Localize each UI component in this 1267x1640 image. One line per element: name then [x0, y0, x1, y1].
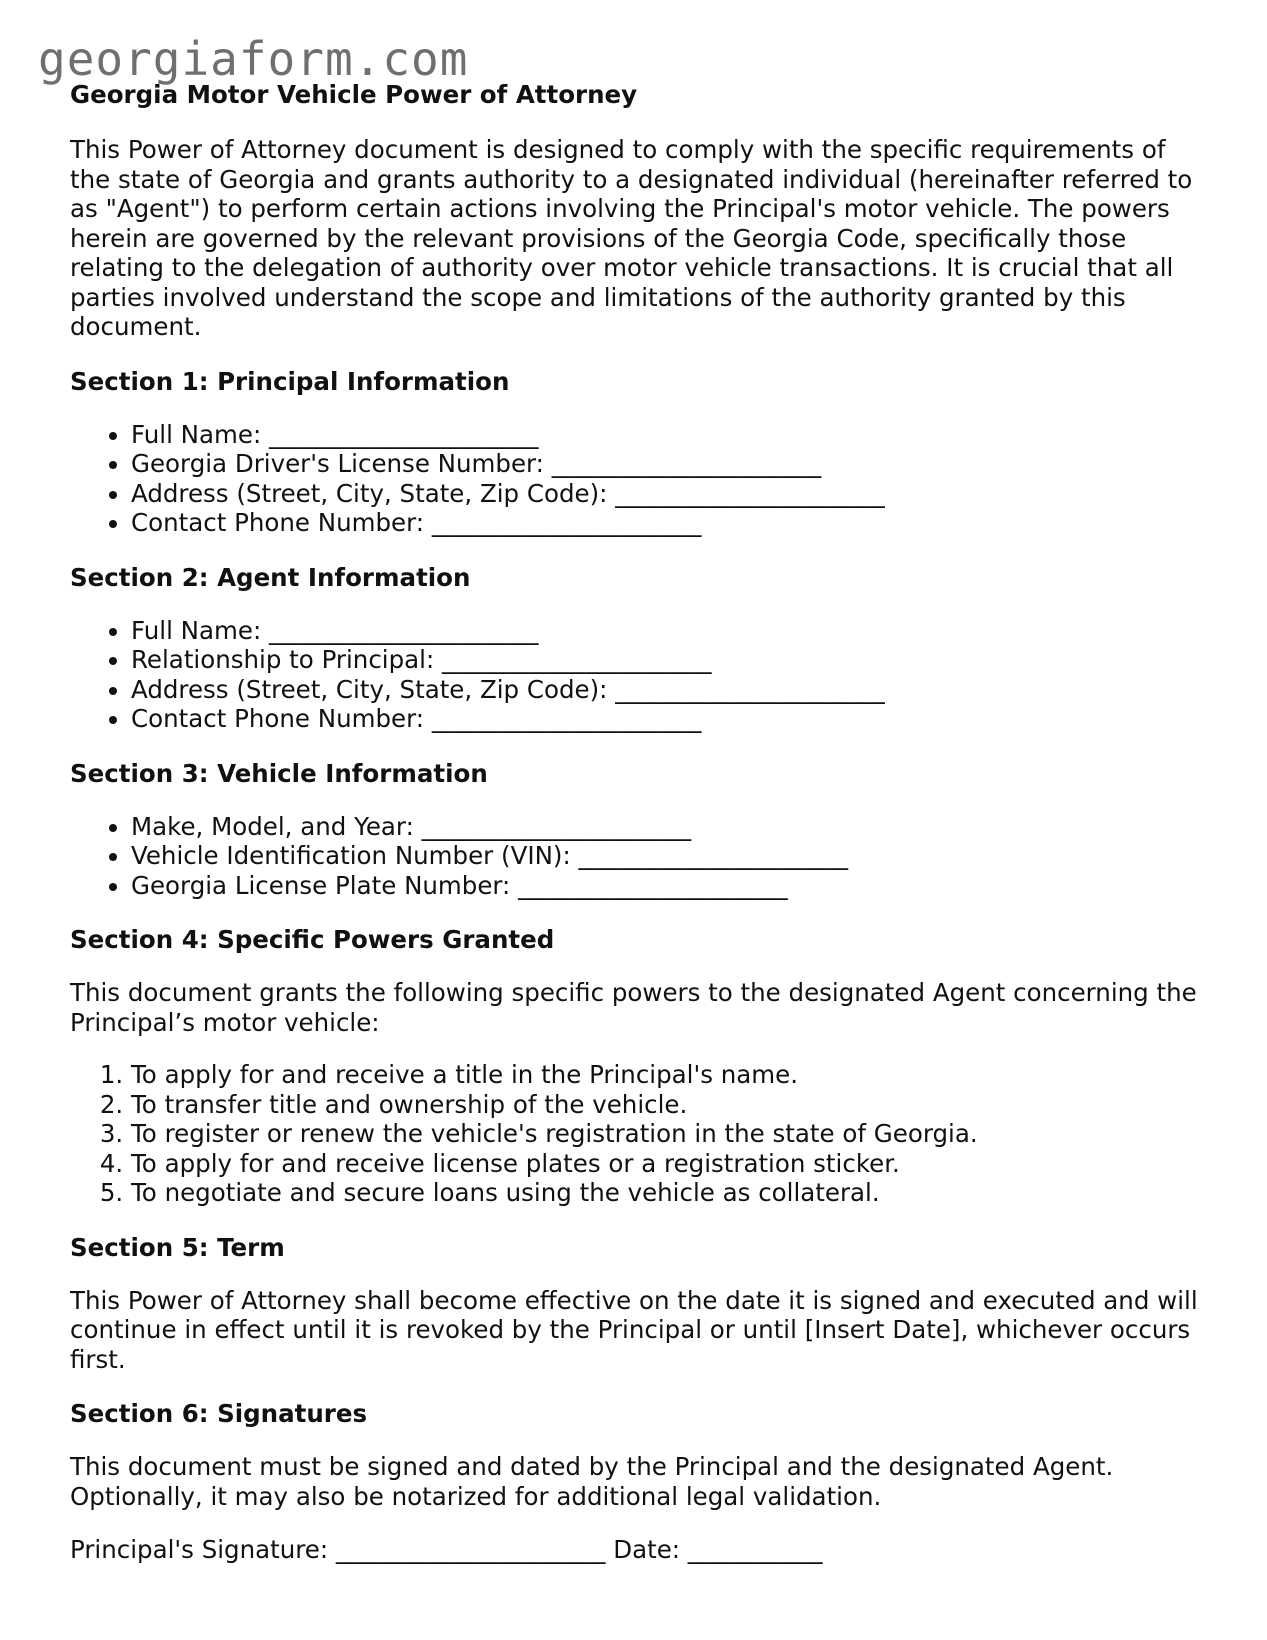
section-5-heading: Section 5: Term — [70, 1232, 285, 1262]
list-item: 2. To transfer title and ownership of the vehicle. — [131, 1090, 1200, 1120]
section-2-heading: Section 2: Agent Information — [70, 562, 471, 592]
list-item: 3. To register or renew the vehicle's registration in the state of Georgia. — [131, 1119, 1200, 1149]
section-6-heading: Section 6: Signatures — [70, 1399, 368, 1428]
list-item: • Address (Street, City, State, Zip Code): ______________________ — [131, 675, 1200, 705]
list-item: 5. To negotiate and secure loans using the vehicle as collateral. — [131, 1178, 1200, 1208]
section-2-list — [70, 616, 1200, 734]
section-4-text: This document grants the following specific powers to the designated Agent concerning the Principal’s motor vehicle: — [70, 978, 1197, 1037]
list-item: • Make, Model, and Year: ______________________ — [131, 812, 1200, 842]
section-5-text: This Power of Attorney shall become effective on the date it is signed and executed and will continue in effect until it is revoked by the Principal or until [Insert Date], whichever occurs first. — [70, 1285, 1198, 1374]
list-item: • Georgia License Plate Number: ______________________ — [131, 871, 1200, 901]
list-item: • Vehicle Identification Number (VIN): ______________________ — [131, 841, 1200, 871]
list-item: • Georgia Driver's License Number: ______________________ — [131, 449, 1200, 479]
section-3-list — [70, 812, 1200, 901]
section-3-heading: Section 3: Vehicle Information — [70, 758, 488, 788]
section-6-text: This document must be signed and dated by the Principal and the designated Agent. Optionally, it may also be notarized for additional legal validation. — [70, 1452, 1114, 1511]
watermark-logo: georgiaform.com — [38, 32, 469, 86]
list-item: • Address (Street, City, State, Zip Code): ______________________ — [131, 479, 1200, 509]
list-item: • Full Name: ______________________ — [131, 616, 1200, 646]
document-title: Georgia Motor Vehicle Power of Attorney — [70, 80, 638, 109]
list-item: • Full Name: ______________________ — [131, 420, 1200, 450]
list-item: • Contact Phone Number: ______________________ — [131, 508, 1200, 538]
list-item: • Contact Phone Number: ______________________ — [131, 704, 1200, 734]
document-body — [70, 80, 1200, 1565]
section-4-list — [70, 1060, 1200, 1208]
principal-signature-line: Principal's Signature: ______________________ Date: ___________ — [70, 1535, 823, 1564]
list-item: 4. To apply for and receive license plates or a registration sticker. — [131, 1149, 1200, 1179]
list-item: • Relationship to Principal: ______________________ — [131, 645, 1200, 675]
section-4-heading: Section 4: Specific Powers Granted — [70, 925, 555, 954]
intro-paragraph: This Power of Attorney document is designed to comply with the specific requirements of the state of Georgia and grants authority to a designated individual (hereinafter referred to as "Agent") to perform certain actions involving the Principal's motor vehicle. The powers herein are governed by the relevant provisions of the Georgia Code, specifically those relating to the delegation of authority over motor vehicle transactions. It is crucial that all parties involved understand the scope and limitations of the authority granted by this document. — [70, 135, 1193, 341]
section-1-list — [70, 420, 1200, 538]
list-item: 1. To apply for and receive a title in the Principal's name. — [131, 1060, 1200, 1090]
section-1-heading: Section 1: Principal Information — [70, 366, 510, 396]
